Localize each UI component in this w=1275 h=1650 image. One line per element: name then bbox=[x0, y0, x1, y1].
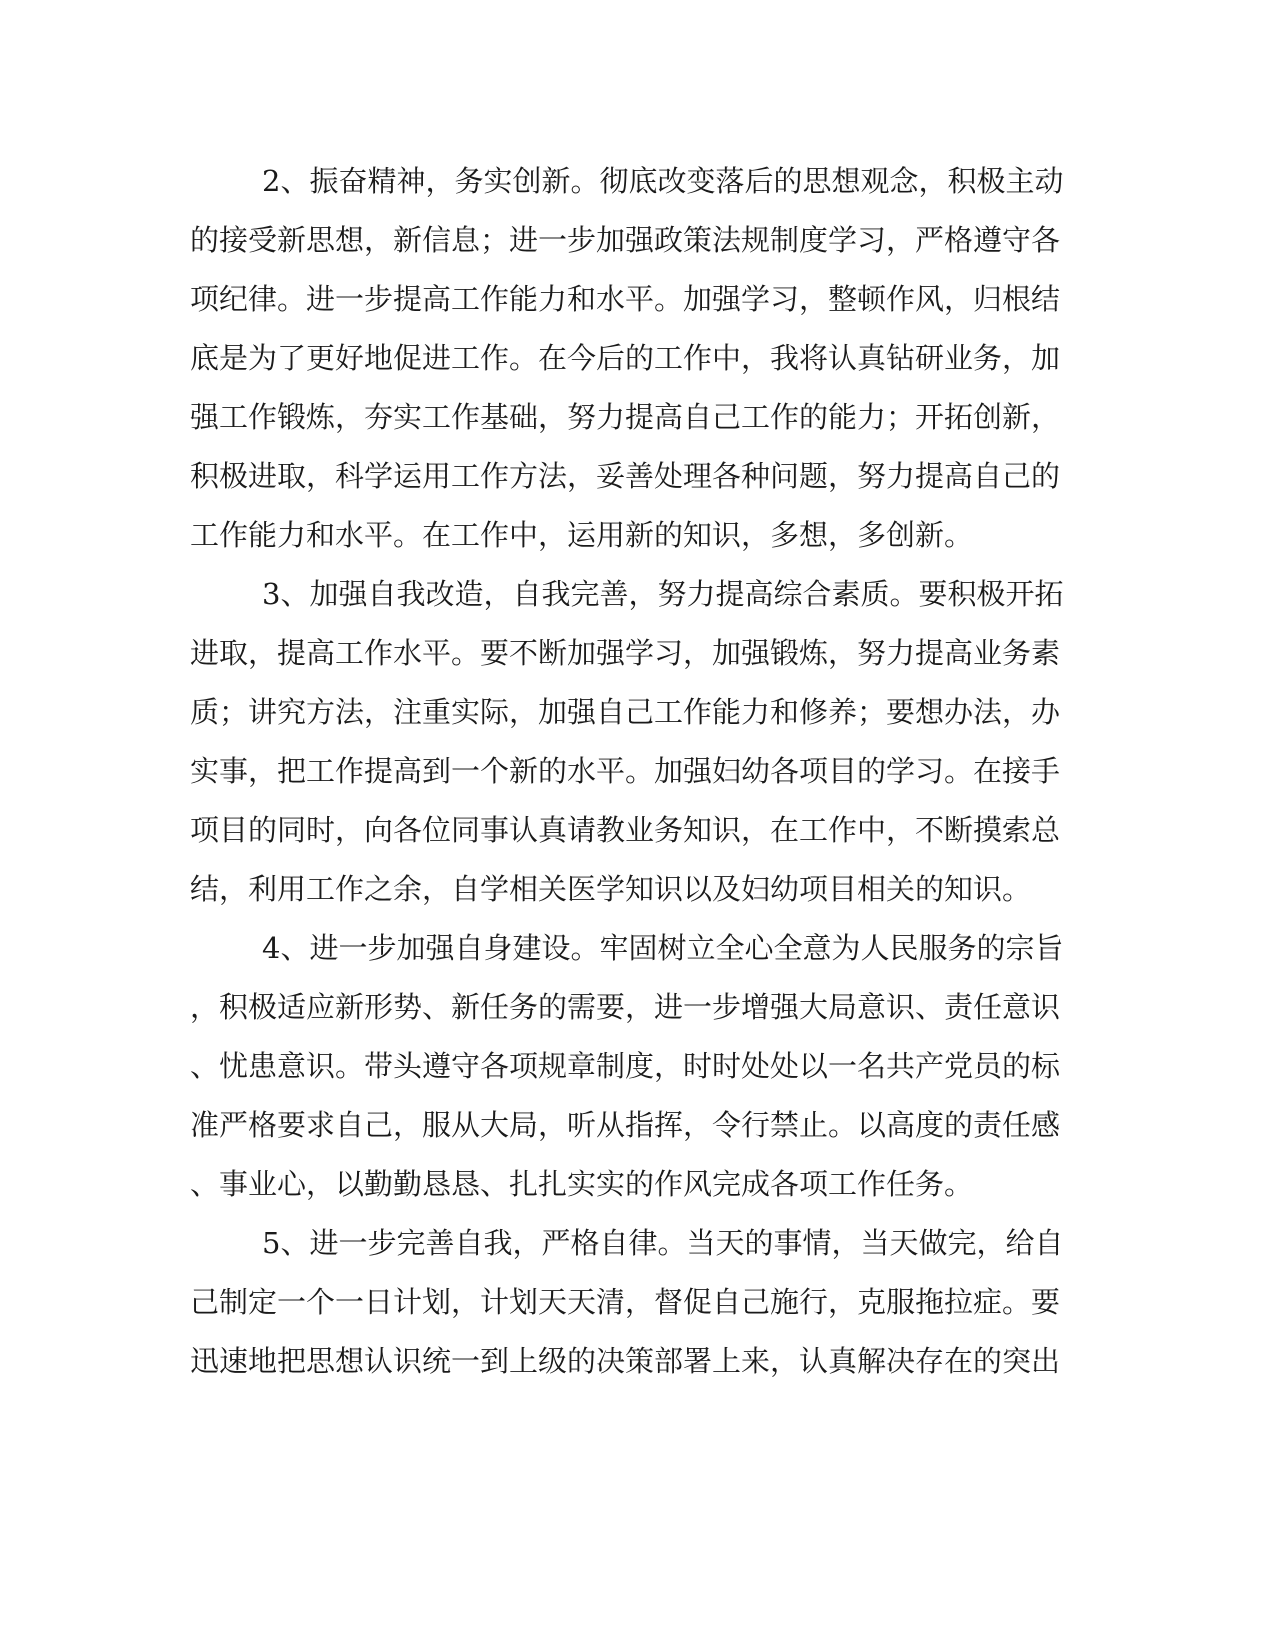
paragraph-5-line-3: 迅速地把思想认识统一到上级的决策部署上来，认真解决存在的突出 bbox=[190, 1344, 1061, 1378]
paragraph-4-line-4: 准严格要求自己，服从大局，听从指挥，令行禁止。以高度的责任感 bbox=[190, 1108, 1061, 1142]
paragraph-2-line-5: 强工作锻炼，夯实工作基础，努力提高自己工作的能力；开拓创新， bbox=[190, 400, 1061, 434]
paragraph-2-line-4: 底是为了更好地促进工作。在今后的工作中，我将认真钻研业务，加 bbox=[190, 341, 1061, 375]
paragraph-5-line-1: 5、进一步完善自我，严格自律。当天的事情，当天做完，给自 bbox=[262, 1226, 1064, 1260]
paragraph-4-line-2: ，积极适应新形势、新任务的需要，进一步增强大局意识、责任意识 bbox=[190, 990, 1061, 1024]
paragraph-2-line-1: 2、振奋精神，务实创新。彻底改变落后的思想观念，积极主动 bbox=[262, 164, 1064, 198]
paragraph-3-line-5: 项目的同时，向各位同事认真请教业务知识，在工作中，不断摸索总 bbox=[190, 813, 1061, 847]
paragraph-3-line-6: 结，利用工作之余，自学相关医学知识以及妇幼项目相关的知识。 bbox=[190, 872, 1032, 906]
paragraph-2-line-7: 工作能力和水平。在工作中，运用新的知识，多想，多创新。 bbox=[190, 518, 974, 552]
paragraph-4-line-1: 4、进一步加强自身建设。牢固树立全心全意为人民服务的宗旨 bbox=[262, 931, 1064, 965]
paragraph-3-line-4: 实事，把工作提高到一个新的水平。加强妇幼各项目的学习。在接手 bbox=[190, 754, 1061, 788]
paragraph-2-line-2: 的接受新思想，新信息；进一步加强政策法规制度学习，严格遵守各 bbox=[190, 223, 1061, 257]
paragraph-3-line-2: 进取，提高工作水平。要不断加强学习，加强锻炼，努力提高业务素 bbox=[190, 636, 1061, 670]
paragraph-5-line-2: 己制定一个一日计划，计划天天清，督促自己施行，克服拖拉症。要 bbox=[190, 1285, 1061, 1319]
paragraph-3-line-1: 3、加强自我改造，自我完善，努力提高综合素质。要积极开拓 bbox=[262, 577, 1064, 611]
paragraph-4-line-3: 、忧患意识。带头遵守各项规章制度，时时处处以一名共产党员的标 bbox=[190, 1049, 1061, 1083]
paragraph-2-line-3: 项纪律。进一步提高工作能力和水平。加强学习，整顿作风，归根结 bbox=[190, 282, 1061, 316]
paragraph-3-line-3: 质；讲究方法，注重实际，加强自己工作能力和修养；要想办法，办 bbox=[190, 695, 1061, 729]
paragraph-4-line-5: 、事业心，以勤勤恳恳、扎扎实实的作风完成各项工作任务。 bbox=[190, 1167, 974, 1201]
paragraph-2-line-6: 积极进取，科学运用工作方法，妥善处理各种问题，努力提高自己的 bbox=[190, 459, 1061, 493]
